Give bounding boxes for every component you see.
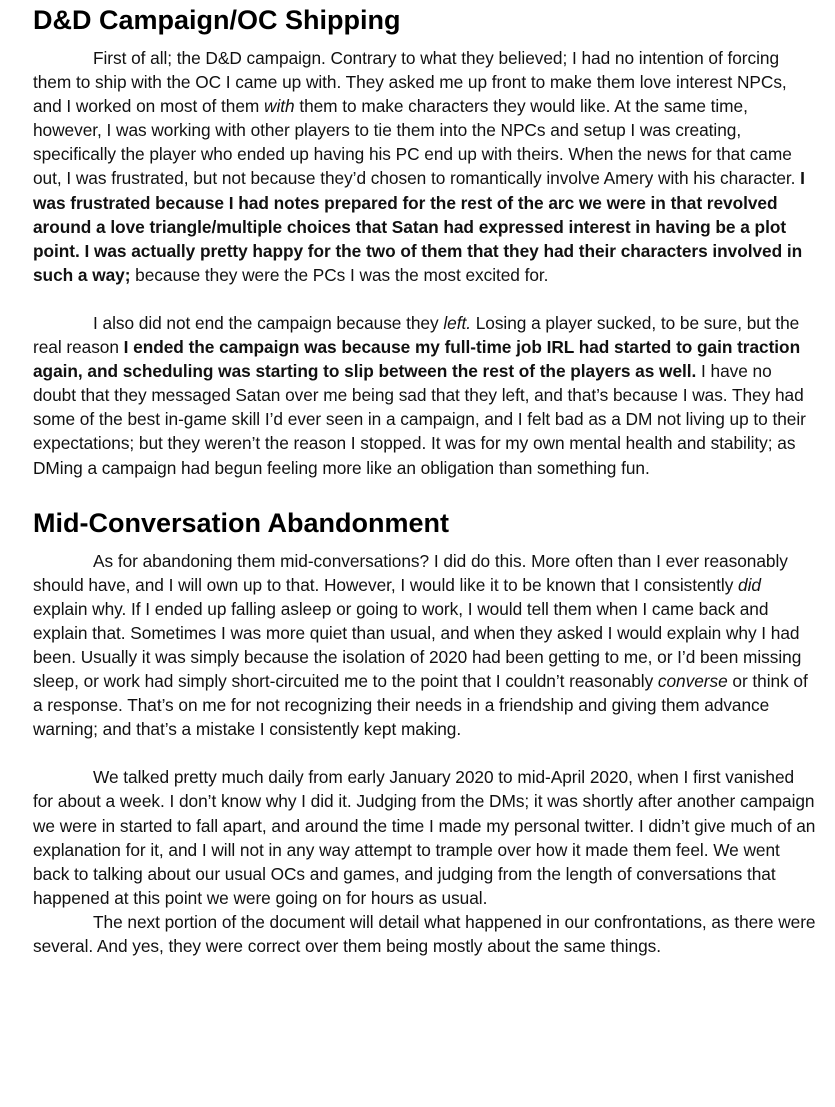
emphasis-text: converse xyxy=(657,671,728,692)
text-run: First of all; the D&D campaign. Contrary to what they believed; I had no intention of forcing them to ship with the OC I came up with. They asked me up front to make them love interest NPCs, and I worked on most of them xyxy=(33,48,787,117)
paragraph-dnd-campaign xyxy=(33,46,818,287)
text-run: I have no doubt that they messaged Satan over me being sad that they left, and that’s because I was. They had some of the best in-game skill I’d ever seen in a campaign, and I felt bad as a DM not living up to their expectations; but they weren’t the reason I stopped. It was for my own mental health and stability; as DMing a campaign had begun feeling more like an obligation than something fun. xyxy=(33,361,806,478)
section-heading-abandonment: Mid-Conversation Abandonment xyxy=(33,507,449,538)
text-run: As for abandoning them mid-conversations? I did do this. More often than I ever reasonably should have, and I will own up to that. However, I would like it to be known that I consistently xyxy=(33,550,788,595)
text-run: I also did not end the campaign because they xyxy=(93,312,444,333)
text-run: because they were the PCs I was the most excited for. xyxy=(130,264,549,285)
text-run: or think of a response. That’s on me for not recognizing their needs in a friendship and giving them advance warning; and that’s a mistake I consistently kept making. xyxy=(33,671,808,740)
paragraph-daily-talks: We talked pretty much daily from early January 2020 to mid-April 2020, when I first vanished for about a week. I don’t know why I did it. Judging from the DMs; it was shortly after another campaign we were in started to fall apart, and around the time I made my personal twitter. I didn’t give much of an explanation for it, and I will not in any way attempt to trample over how it made them feel. We went back to talking about our usual OCs and games, and judging from the length of conversations that happened at this point we were going on for hours as usual. xyxy=(33,767,816,908)
text-run: explain why. If I ended up falling asleep or going to work, I would tell them when I came back and explain that. Sometimes I was more quiet than usual, and when they asked I would explain why I had been. Usually it was simply because the isolation of 2020 had been getting to me, or I’d been missing sleep, or work had simply short-circuited me to the point that I couldn’t reasonably xyxy=(33,598,802,692)
paragraph-next-portion: The next portion of the document will detail what happened in our confrontations, as there were several. And yes, they were correct over them being mostly about the same things. xyxy=(33,911,816,956)
emphasis-text: with xyxy=(264,96,295,117)
text-run: Losing a player sucked, to be sure, but the real reason xyxy=(33,312,800,358)
bold-text: I was frustrated because I had notes prepared for the rest of the arc we were in that revolved around a love triangle/multiple choices that Satan had expressed interest in having be a plot point. I was actually pretty happy for the two of them that they had their characters involved in such a way; xyxy=(33,168,805,285)
paragraph-campaign-end xyxy=(33,311,818,480)
bold-text: I ended the campaign was because my full-time job IRL had started to gain traction again, and scheduling was starting to slip between the rest of the players as well. xyxy=(33,337,801,382)
emphasis-text: left. xyxy=(443,312,471,333)
paragraph-abandonment xyxy=(33,549,818,742)
text-run: them to make characters they would like. At the same time, however, I was working with other players to tie them into the NPCs and setup I was creating, specifically the player who ended up having his PC end up with theirs. When the news for that came out, I was frustrated, but not because they’d chosen to romantically involve Amery with his character. xyxy=(33,96,801,189)
document-page xyxy=(33,0,818,958)
section-heading-dnd-shipping: D&D Campaign/OC Shipping xyxy=(33,5,401,35)
emphasis-text: did xyxy=(738,574,761,595)
